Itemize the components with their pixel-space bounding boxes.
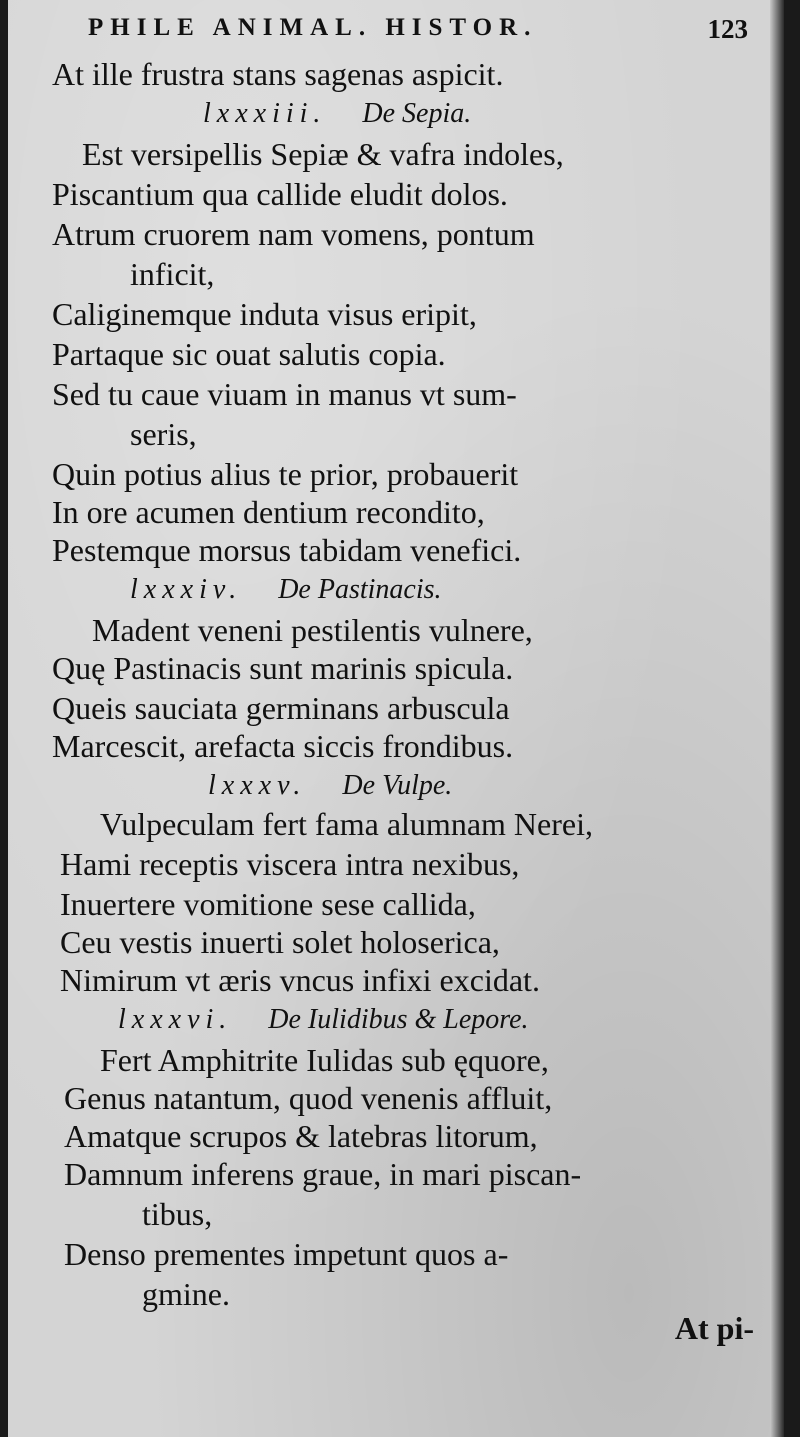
- text-line: Pestemque morsus tabidam venefici.: [52, 532, 522, 568]
- catchword: At pi-: [674, 1310, 754, 1346]
- section-title: De Pastinacis.: [278, 574, 442, 605]
- text-line: Hami receptis viscera intra nexibus,: [60, 846, 520, 882]
- section-title: De Iulidibus & Lepore.: [268, 1004, 529, 1035]
- text-line: tibus,: [142, 1196, 213, 1232]
- page-header: [88, 14, 748, 50]
- text-line: Marcescit, arefacta siccis frondibus.: [52, 728, 514, 764]
- section-title: De Sepia.: [362, 98, 472, 129]
- section-heading: [130, 572, 442, 608]
- text-line: inficit,: [130, 256, 215, 292]
- text-line: Denso prementes impetunt quos a-: [64, 1236, 509, 1272]
- section-title: De Vulpe.: [342, 770, 453, 801]
- running-head: PHILE ANIMAL. HISTOR.: [88, 14, 538, 41]
- text-line: Genus natantum, quod venenis affluit,: [64, 1080, 553, 1116]
- text-line: Est versipellis Sepiæ & vafra indoles,: [82, 136, 564, 172]
- text-line: Atrum cruorem nam vomens, pontum: [52, 216, 535, 252]
- text-line: Amatque scrupos & latebras litorum,: [64, 1118, 538, 1154]
- text-line: Fert Amphitrite Iulidas sub ęquore,: [100, 1042, 549, 1078]
- text-line: Queis sauciata germinans arbuscula: [52, 690, 510, 726]
- section-number: lxxxv.: [208, 770, 307, 801]
- text-line: Caliginemque induta visus eripit,: [52, 296, 477, 332]
- section-number: lxxxiv.: [130, 574, 243, 605]
- text-line: Quę Pastinacis sunt marinis spicula.: [52, 650, 514, 686]
- text-line: At ille frustra stans sagenas aspicit.: [52, 56, 504, 92]
- text-line: Partaque sic ouat salutis copia.: [52, 336, 446, 372]
- page-number: 123: [707, 14, 748, 44]
- section-heading: [203, 96, 471, 132]
- text-line: Ceu vestis inuerti solet holoserica,: [60, 924, 500, 960]
- section-number: lxxxiii.: [203, 98, 327, 129]
- text-line: Damnum inferens graue, in mari piscan-: [64, 1156, 582, 1192]
- text-line: Vulpeculam fert fama alumnam Nerei,: [100, 806, 593, 842]
- book-page: [8, 0, 784, 1437]
- section-heading: [208, 768, 452, 804]
- text-line: Inuertere vomitione sese callida,: [60, 886, 476, 922]
- text-line: Sed tu caue viuam in manus vt sum-: [52, 376, 517, 412]
- text-line: Nimirum vt æris vncus infixi excidat.: [60, 962, 540, 998]
- text-line: Madent veneni pestilentis vulnere,: [92, 612, 533, 648]
- text-line: Quin potius alius te prior, probauerit: [52, 456, 519, 492]
- text-line: gmine.: [142, 1276, 230, 1312]
- text-line: seris,: [130, 416, 197, 452]
- text-line: In ore acumen dentium recondito,: [52, 494, 485, 530]
- page-edge-shadow: [770, 0, 784, 1437]
- text-line: Piscantium qua callide eludit dolos.: [52, 176, 508, 212]
- section-heading: [118, 1002, 529, 1038]
- section-number: lxxxvi.: [118, 1004, 233, 1035]
